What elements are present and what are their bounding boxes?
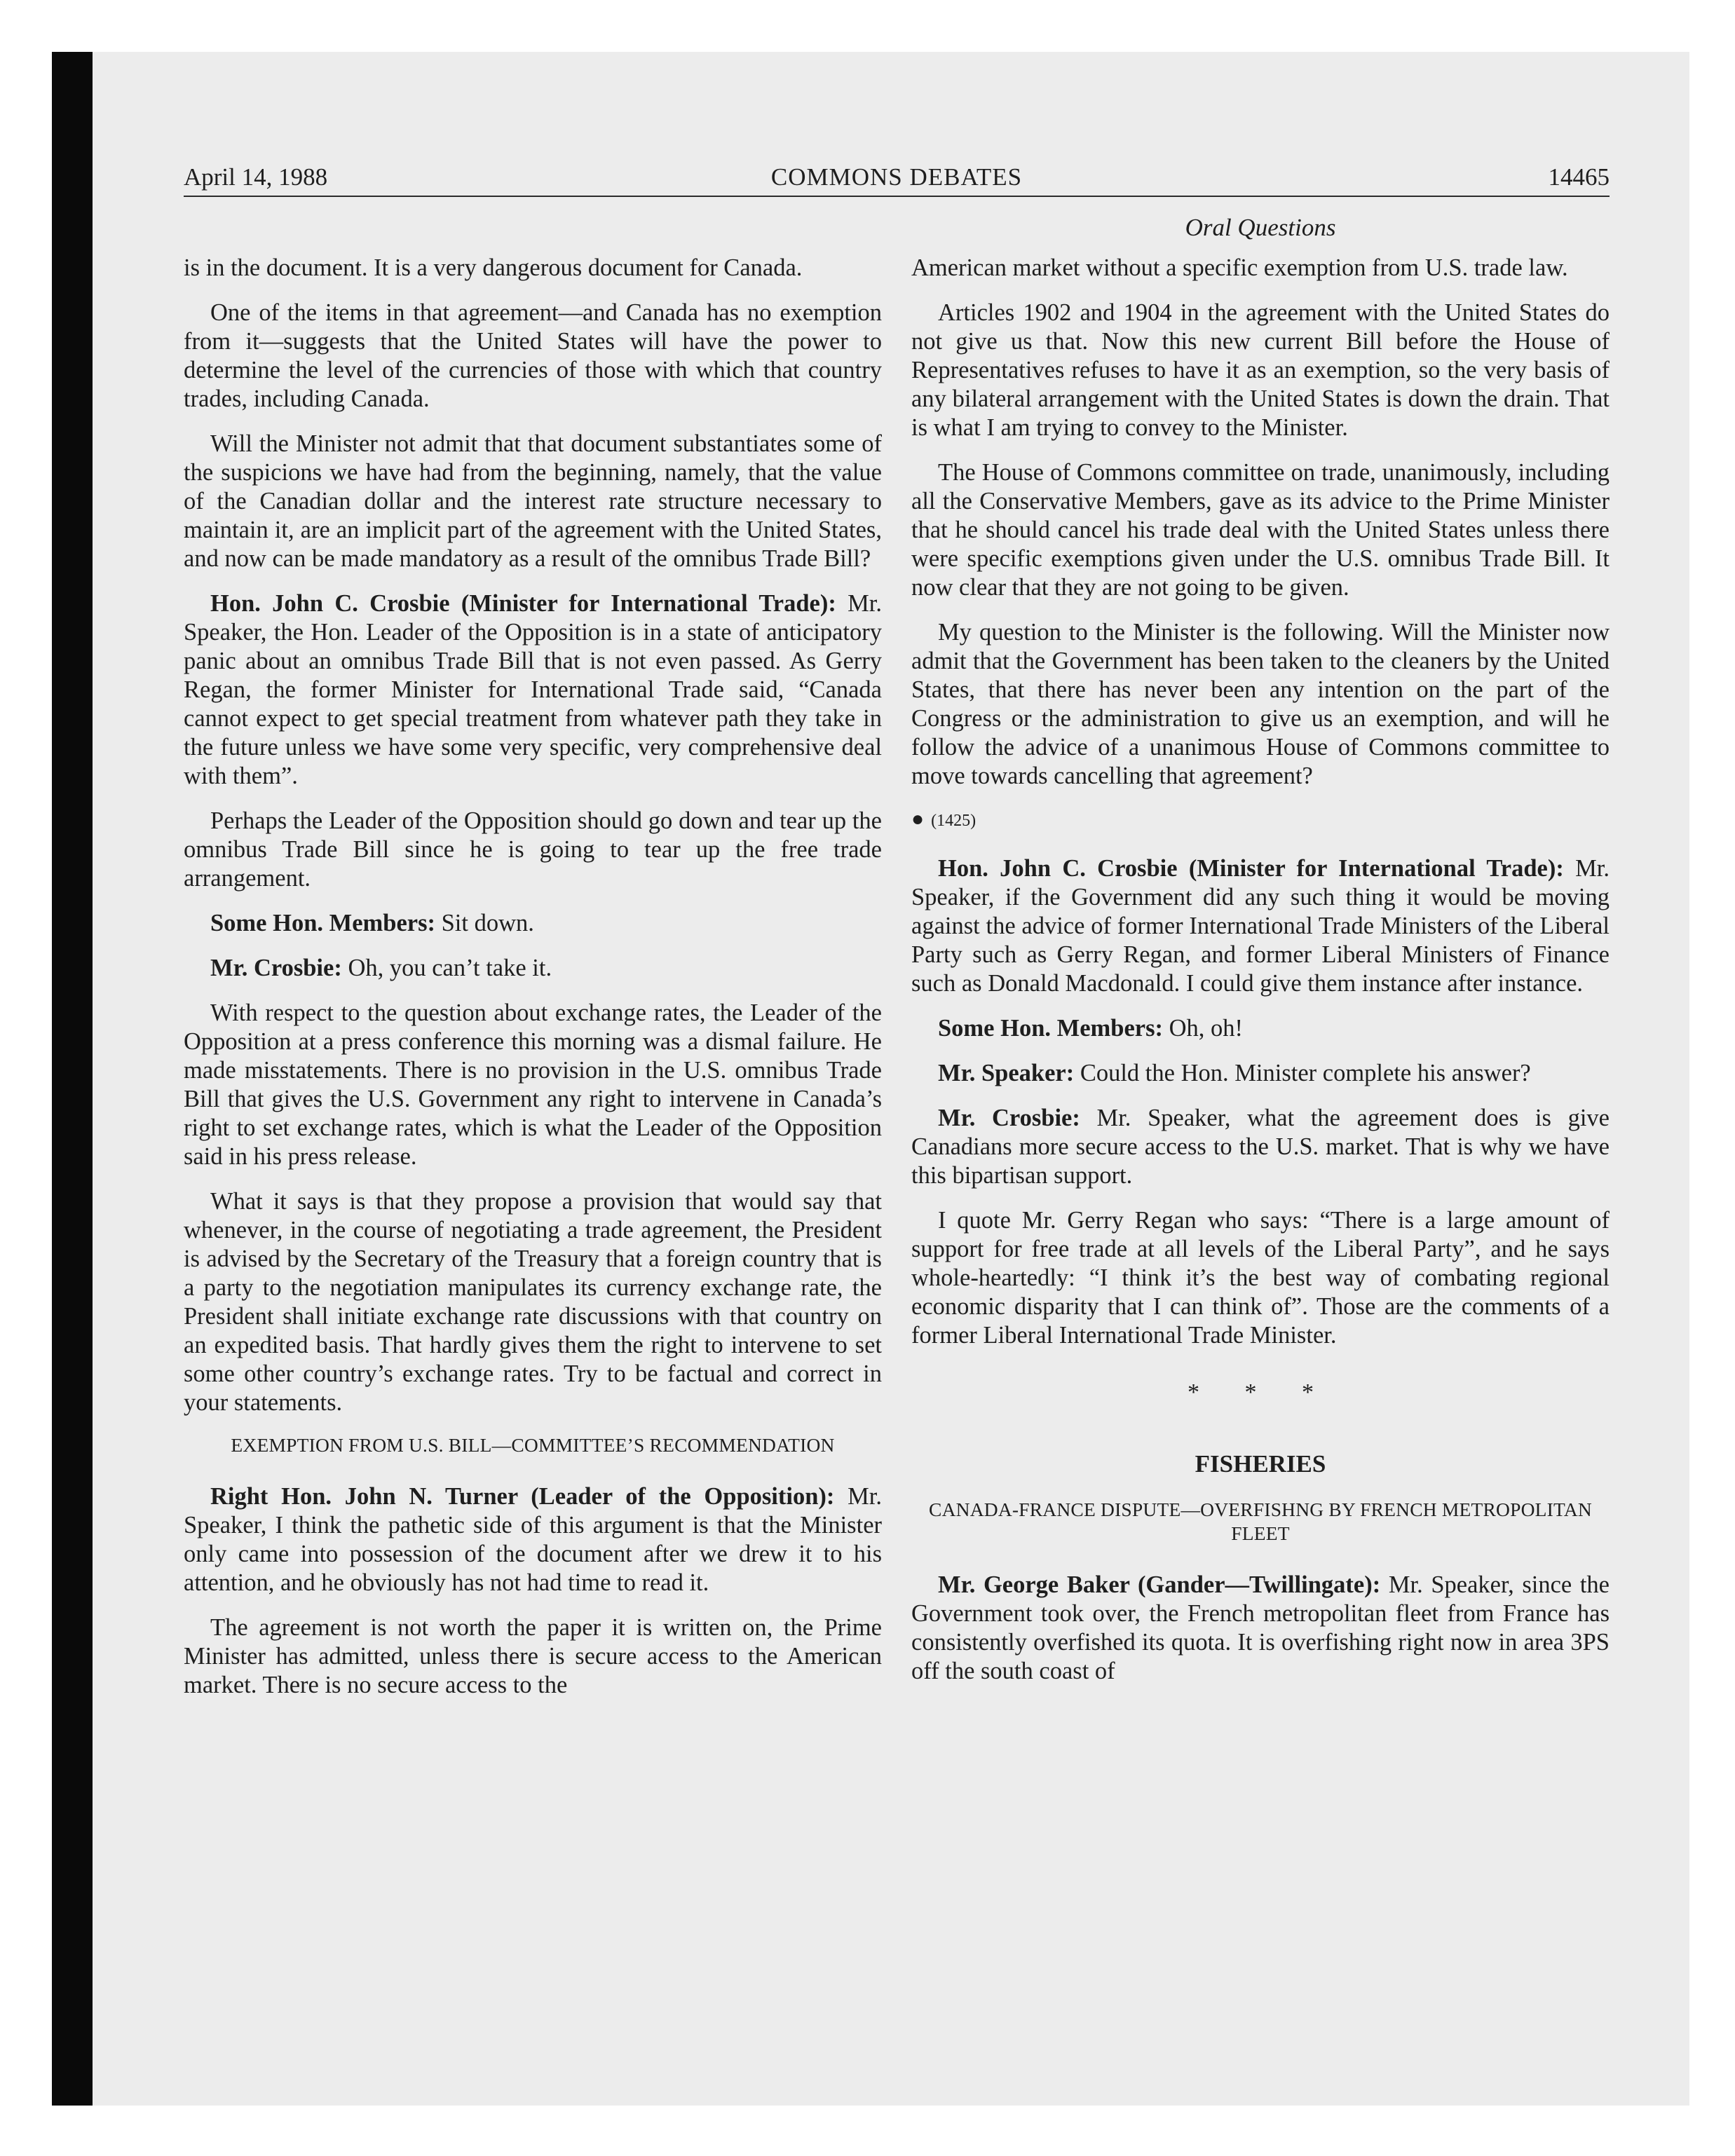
header-rule: [184, 196, 1610, 197]
header-title: COMMONS DEBATES: [770, 163, 1023, 191]
page-header: [184, 160, 1610, 195]
speaker-name: Some Hon. Members:: [938, 1015, 1163, 1042]
speech-paragraph: [184, 589, 882, 791]
paragraph: Articles 1902 and 1904 in the agreement with the United States do not give us that. Now this new current Bill before the House of Representatives refuses to have it as an exemption, so the very basis of any bilateral arrangement with the United States is down the drain. That is what I am trying to convey to the Minister.: [911, 299, 1610, 441]
speaker-name: Mr. Speaker:: [938, 1060, 1075, 1086]
paragraph: My question to the Minister is the following. Will the Minister now admit that the Government has been taken to the cleaners by the United States, that there has never been any intention on the part of the Congress or the administration to give us an exemption, and will he follow the advice of a unanimous House of Commons committee to move towards cancelling that agreement?: [911, 619, 1610, 789]
speech-text: Oh, you can’t take it.: [341, 955, 552, 981]
paragraph: I quote Mr. Gerry Regan who says: “There is a large amount of support for free trade at all levels of the Liberal Party”, and he says whole-heartedly: “I think it’s the best way of combating regional economic disparity that I can think of”. Those are the comments of a former Liberal International Trade Minister.: [911, 1207, 1610, 1349]
time-marker: [911, 807, 1610, 833]
speech-paragraph: [184, 1482, 882, 1597]
speech-paragraph: [184, 954, 882, 983]
running-head: Oral Questions: [1185, 214, 1336, 241]
speech-paragraph: [184, 909, 882, 938]
section-title: FISHERIES: [1195, 1450, 1326, 1478]
bullet-icon: ●: [911, 807, 925, 831]
header-date: April 14, 1988: [184, 163, 328, 191]
speech-text: Mr. Speaker, the Hon. Leader of the Opposition is in a state of anticipatory panic about an omnibus Trade Bill that is not even passed. As Gerry Regan, the former Minister for International Trade said, “Canada cannot expect to get special treatment from whatever path they take in the future unless we have some very specific, very comprehensive deal with them”.: [184, 590, 883, 789]
right-column: [911, 254, 1610, 1702]
speaker-name: Some Hon. Members:: [210, 910, 435, 936]
speech-paragraph: [911, 1014, 1610, 1043]
speech-text: Oh, oh!: [1162, 1015, 1244, 1042]
speaker-name: Mr. Crosbie:: [210, 955, 342, 981]
speech-paragraph: [911, 1104, 1610, 1190]
speaker-name: Mr. George Baker (Gander—Twillingate):: [938, 1571, 1381, 1598]
paragraph: What it says is that they propose a provision that would say that whenever, in the course of negotiating a trade agreement, the President is advised by the Secretary of the Treasury that a foreign country that is a party to the negotiation manipulates its currency exchange rate, the President shall initiate exchange rate discussions with that country on an expedited basis. That hardly gives them the right to intervene to set some other country’s exchange rates. Try to be factual and correct in your statements.: [184, 1188, 882, 1416]
paragraph: One of the items in that agreement—and Canada has no exemption from it—suggests that the United States will have the power to determine the level of the currencies of those with which that country trades, including Canada.: [184, 299, 882, 412]
subheading: CANADA-FRANCE DISPUTE—OVERFISHNG BY FRENCH METROPOLITAN FLEET: [929, 1499, 1592, 1544]
speech-paragraph: [911, 854, 1610, 998]
paragraph: is in the document. It is a very dangerous document for Canada.: [184, 254, 803, 281]
speech-text: Mr. Speaker, since the Government took over, the French metropolitan fleet from France has consistently overfished its quota. It is overfishing right now in area 3PS off the south coast of: [911, 1571, 1610, 1684]
binding-edge: [52, 52, 93, 2106]
speaker-name: Hon. John C. Crosbie (Minister for International Trade):: [210, 590, 836, 617]
speech-text: Mr. Speaker, I think the pathetic side of this argument is that the Minister only came into possession of the document after we drew it to his attention, and he obviously has not had time to read it.: [184, 1483, 883, 1596]
time-marker-text: (1425): [931, 812, 977, 830]
speech-text: Mr. Speaker, what the agreement does is give Canadians more secure access to the U.S. market. That is why we have this bipartisan support.: [911, 1105, 1610, 1189]
speech-text: Mr. Speaker, if the Government did any such thing it would be moving against the advice of former International Trade Ministers of the Liberal Party such as Gerry Regan, and former Liberal Ministers of Finance such as Donald Macdonald. I could give them instance after instance.: [911, 855, 1610, 997]
speech-text: Could the Hon. Minister complete his answer?: [1074, 1060, 1531, 1086]
paragraph: With respect to the question about exchange rates, the Leader of the Opposition at a press conference this morning was a dismal failure. He made misstatements. There is no provision in the U.S. omnibus Trade Bill that gives the U.S. Government any right to intervene in Canada’s right to set exchange rates, which is what the Leader of the Opposition said in his press release.: [184, 999, 882, 1170]
section-separator: * * *: [1188, 1379, 1333, 1405]
speaker-name: Hon. John C. Crosbie (Minister for International Trade):: [938, 855, 1564, 882]
speech-paragraph: [911, 1059, 1610, 1088]
paragraph: Will the Minister not admit that that document substantiates some of the suspicions we have had from the beginning, namely, that the value of the Canadian dollar and the interest rate structure necessary to maintain it, are an implicit part of the agreement with the United States, and now can be made mandatory as a result of the omnibus Trade Bill?: [184, 430, 882, 572]
speaker-name: Mr. Crosbie:: [938, 1105, 1080, 1131]
paragraph: The agreement is not worth the paper it is written on, the Prime Minister has admitted, unless there is secure access to the American market. There is no secure access to the: [184, 1614, 882, 1698]
paragraph: Perhaps the Leader of the Opposition should go down and tear up the omnibus Trade Bill since he is going to tear up the free trade arrangement.: [184, 807, 882, 892]
speech-paragraph: [911, 1571, 1610, 1686]
speaker-name: Right Hon. John N. Turner (Leader of the Opposition):: [210, 1483, 835, 1510]
header-page-number: 14465: [1548, 163, 1610, 191]
paragraph: American market without a specific exemption from U.S. trade law.: [911, 254, 1568, 281]
subheading: EXEMPTION FROM U.S. BILL—COMMITTEE’S RECOMMENDATION: [231, 1434, 835, 1456]
paragraph: The House of Commons committee on trade, unanimously, including all the Conservative Members, gave as its advice to the Prime Minister that he should cancel his trade deal with the United States unless there were specific exemptions given under the U.S. omnibus Trade Bill. It now clear that they are not going to be given.: [911, 459, 1610, 601]
speech-text: Sit down.: [435, 910, 534, 936]
left-column: [184, 254, 882, 1716]
